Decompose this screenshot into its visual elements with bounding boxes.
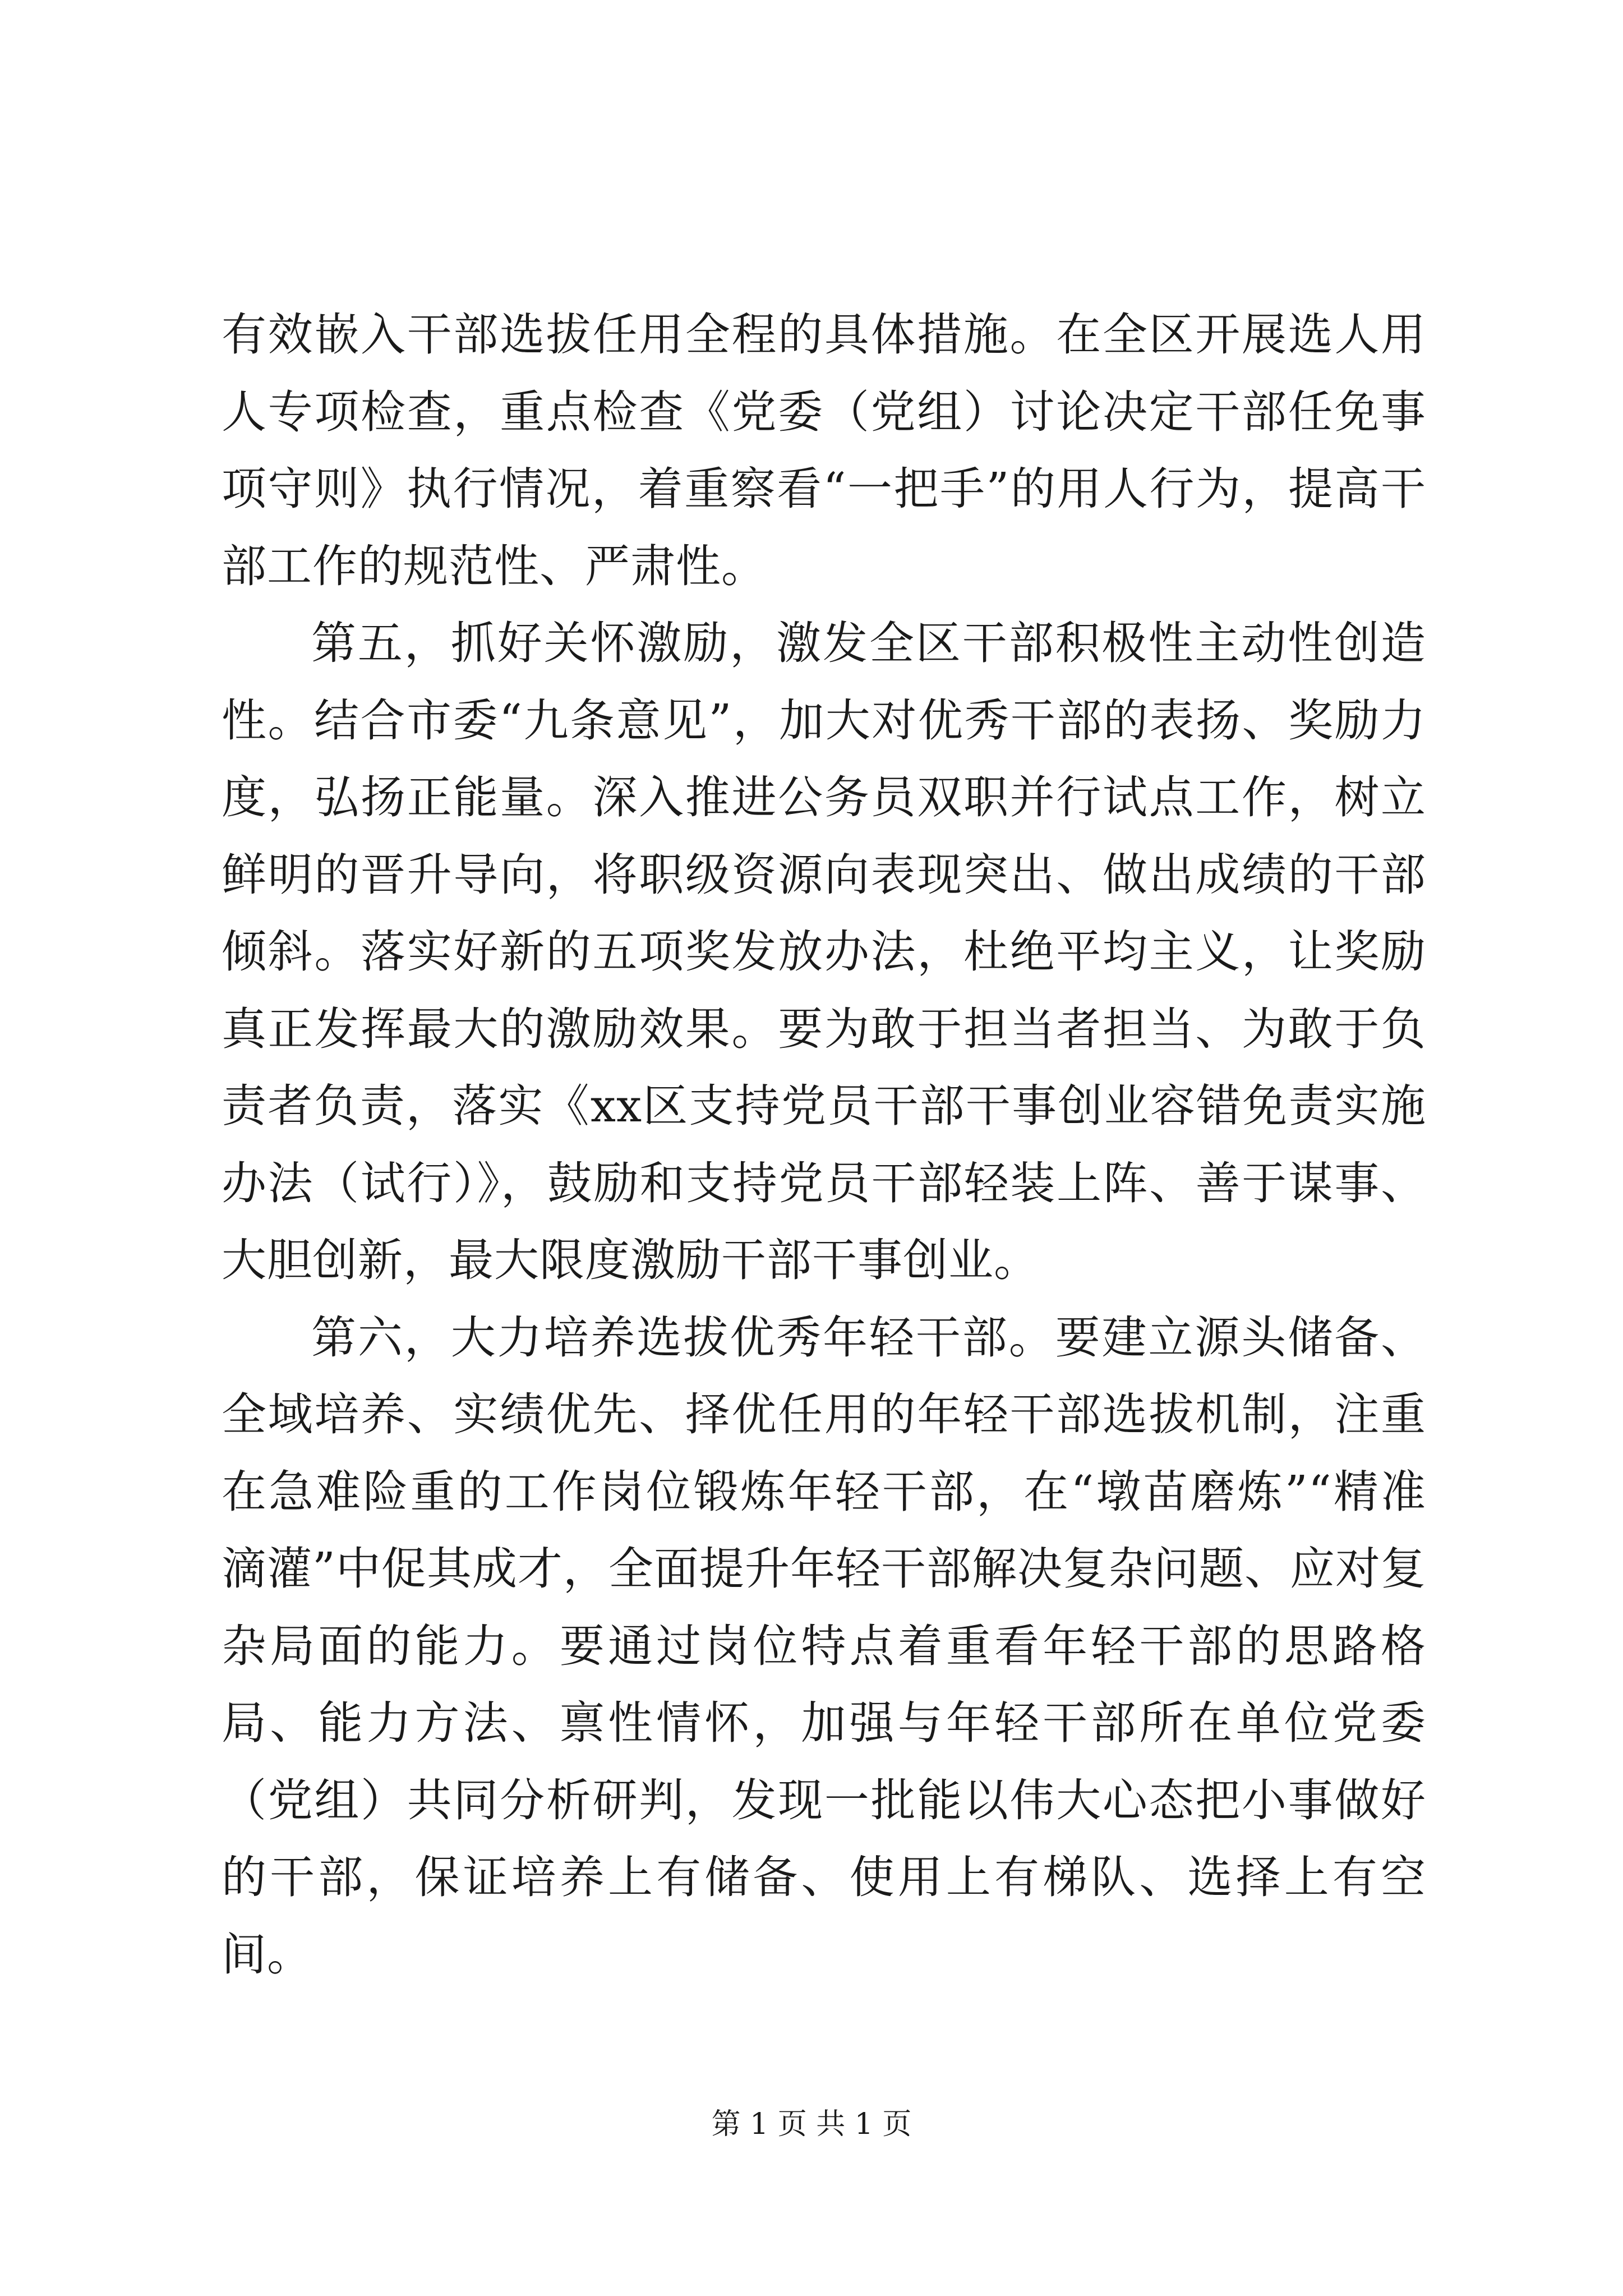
- paragraph-1: 有效嵌入干部选拔任用全程的具体措施。在全区开展选人用人专项检查，重点检查《党委（党组）讨论决定干部任免事项守则》执行情况，着重察看“一把手”的用人行为，提高干部工作的规范性、严肃性。: [222, 309, 1426, 592]
- document-body: [222, 296, 1426, 1993]
- paragraph-3: 第六，大力培养选拔优秀年轻干部。要建立源头储备、全域培养、实绩优先、择优任用的年轻干部选拔机制，注重在急难险重的工作岗位锻炼年轻干部，在“墩苗磨炼”“精准滴灌”中促其成才，全面提升年轻干部解决复杂问题、应对复杂局面的能力。要通过岗位特点着重看年轻干部的思路格局、能力方法、禀性情怀，加强与年轻干部所在单位党委（党组）共同分析研判，发现一批能以伟大心态把小事做好的干部，保证培养上有储备、使用上有梯队、选择上有空间。: [222, 1311, 1426, 1981]
- paragraph-2: 第五，抓好关怀激励，激发全区干部积极性主动性创造性。结合市委“九条意见”，加大对优秀干部的表扬、奖励力度，弘扬正能量。深入推进公务员双职并行试点工作，树立鲜明的晋升导向，将职级资源向表现突出、做出成绩的干部倾斜。落实好新的五项奖发放办法，杜绝平均主义，让奖励真正发挥最大的激励效果。要为敢于担当者担当、为敢于负责者负责，落实《xx区支持党员干部干事创业容错免责实施办法（试行）》，鼓励和支持党员干部轻装上阵、善于谋事、大胆创新，最大限度激励干部干事创业。: [222, 617, 1426, 1286]
- page-footer: 第 1 页 共 1 页: [711, 2108, 912, 2141]
